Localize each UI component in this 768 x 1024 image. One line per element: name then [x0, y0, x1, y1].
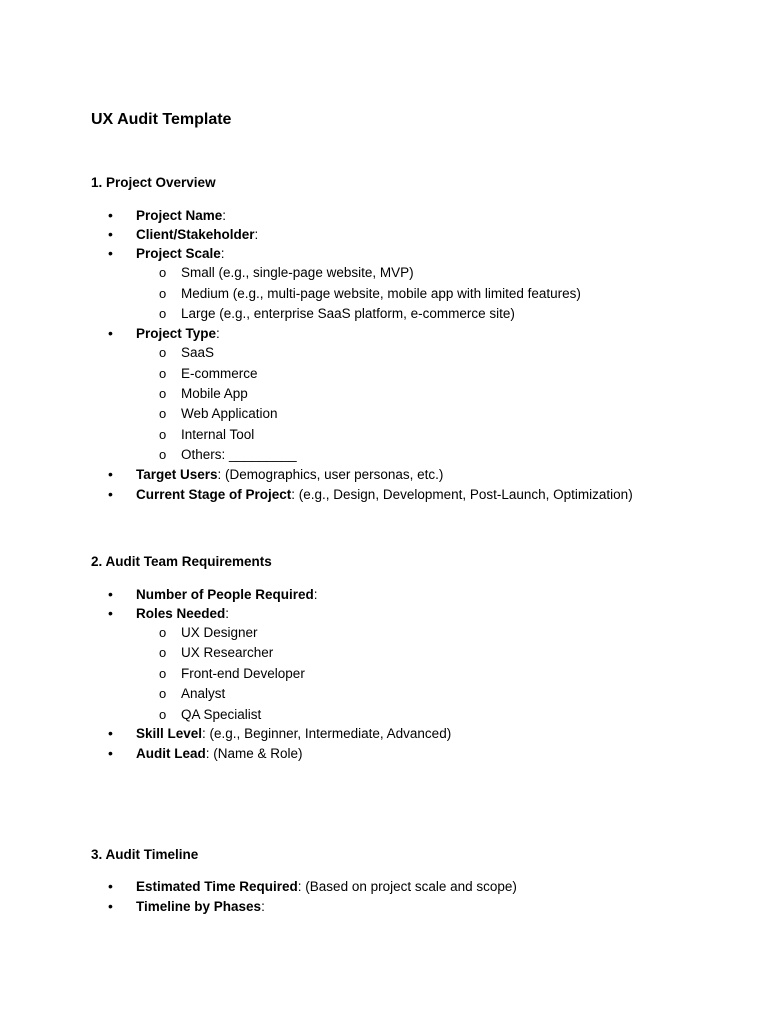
bullet-icon: •: [108, 325, 113, 341]
field-value: : (e.g., Beginner, Intermediate, Advanced): [202, 726, 452, 741]
sub-list-item: Internal Tool: [181, 427, 255, 442]
field-label: Current Stage of Project: [136, 487, 292, 502]
field-label: Estimated Time Required: [136, 879, 298, 894]
field-label: Project Scale: [136, 246, 221, 261]
sub-bullet-icon: o: [159, 386, 167, 401]
list-item-client: [136, 226, 258, 244]
sub-bullet-icon: o: [159, 366, 167, 381]
bullet-icon: •: [108, 898, 113, 914]
field-label: Number of People Required: [136, 587, 314, 602]
bullet-icon: •: [108, 226, 113, 242]
document-title: UX Audit Template: [91, 111, 232, 128]
sub-bullet-icon: o: [159, 686, 167, 701]
sub-bullet-icon: o: [159, 306, 167, 321]
list-item-audit-lead: [136, 745, 303, 763]
bullet-icon: •: [108, 745, 113, 761]
sub-list-item: QA Specialist: [181, 707, 262, 722]
field-label: Skill Level: [136, 726, 203, 741]
field-label: Client/Stakeholder: [136, 227, 255, 242]
section-heading-audit-team: 2. Audit Team Requirements: [91, 554, 272, 569]
list-item-timeline-by-phases: [136, 898, 265, 916]
field-value: : (Name & Role): [205, 746, 303, 761]
sub-list-item: Front-end Developer: [181, 666, 305, 681]
sub-list-item: Mobile App: [181, 386, 248, 401]
field-label: Project Type: [136, 326, 217, 341]
list-item-project-type: [136, 325, 220, 343]
list-item-estimated-time: [136, 878, 517, 896]
bullet-icon: •: [108, 245, 113, 261]
sub-bullet-icon: o: [159, 265, 167, 280]
sub-bullet-icon: o: [159, 447, 167, 462]
sub-bullet-icon: o: [159, 707, 167, 722]
sub-list-item: Web Application: [181, 406, 278, 421]
sub-list-item: Medium (e.g., multi-page website, mobile app with limited features): [181, 286, 581, 301]
sub-bullet-icon: o: [159, 666, 167, 681]
list-item-skill-level: [136, 725, 451, 743]
sub-bullet-icon: o: [159, 625, 167, 640]
sub-list-item: Large (e.g., enterprise SaaS platform, e-commerce site): [181, 306, 515, 321]
field-label: Timeline by Phases: [136, 899, 262, 914]
field-value: :: [216, 326, 220, 341]
field-label: Audit Lead: [136, 746, 206, 761]
field-value: :: [261, 899, 265, 914]
sub-bullet-icon: o: [159, 345, 167, 360]
bullet-icon: •: [108, 207, 113, 223]
bullet-icon: •: [108, 725, 113, 741]
sub-list-item: Small (e.g., single-page website, MVP): [181, 265, 414, 280]
field-value: : (Based on project scale and scope): [297, 879, 517, 894]
sub-list-item: Analyst: [181, 686, 226, 701]
section-heading-audit-timeline: 3. Audit Timeline: [91, 847, 199, 862]
list-item-number-of-people: [136, 586, 318, 604]
field-value: :: [225, 606, 230, 621]
sub-list-item: UX Designer: [181, 625, 258, 640]
sub-bullet-icon: o: [159, 427, 167, 442]
field-value: : (Demographics, user personas, etc.): [217, 467, 444, 482]
list-item-project-name: [136, 207, 226, 225]
sub-list-item: E-commerce: [181, 366, 258, 381]
field-label: Project Name: [136, 208, 223, 223]
list-item-current-stage: [136, 486, 633, 504]
field-value: :: [313, 587, 318, 602]
sub-bullet-icon: o: [159, 645, 167, 660]
field-label: Target Users: [136, 467, 218, 482]
list-item-roles-needed: [136, 605, 229, 623]
sub-list-item: UX Researcher: [181, 645, 274, 660]
bullet-icon: •: [108, 605, 113, 621]
bullet-icon: •: [108, 878, 113, 894]
field-value: :: [222, 208, 227, 223]
bullet-icon: •: [108, 586, 113, 602]
sub-list-item: Others: _________: [181, 447, 297, 462]
sub-bullet-icon: o: [159, 286, 167, 301]
list-item-project-scale: [136, 245, 225, 263]
field-value: :: [254, 227, 259, 242]
bullet-icon: •: [108, 486, 113, 502]
list-item-target-users: [136, 466, 443, 484]
field-value: : (e.g., Design, Development, Post-Launch, Optimization): [291, 487, 633, 502]
sub-bullet-icon: o: [159, 406, 167, 421]
section-heading-project-overview: 1. Project Overview: [91, 175, 216, 190]
bullet-icon: •: [108, 466, 113, 482]
sub-list-item: SaaS: [181, 345, 215, 360]
field-label: Roles Needed: [136, 606, 226, 621]
field-value: :: [220, 246, 225, 261]
